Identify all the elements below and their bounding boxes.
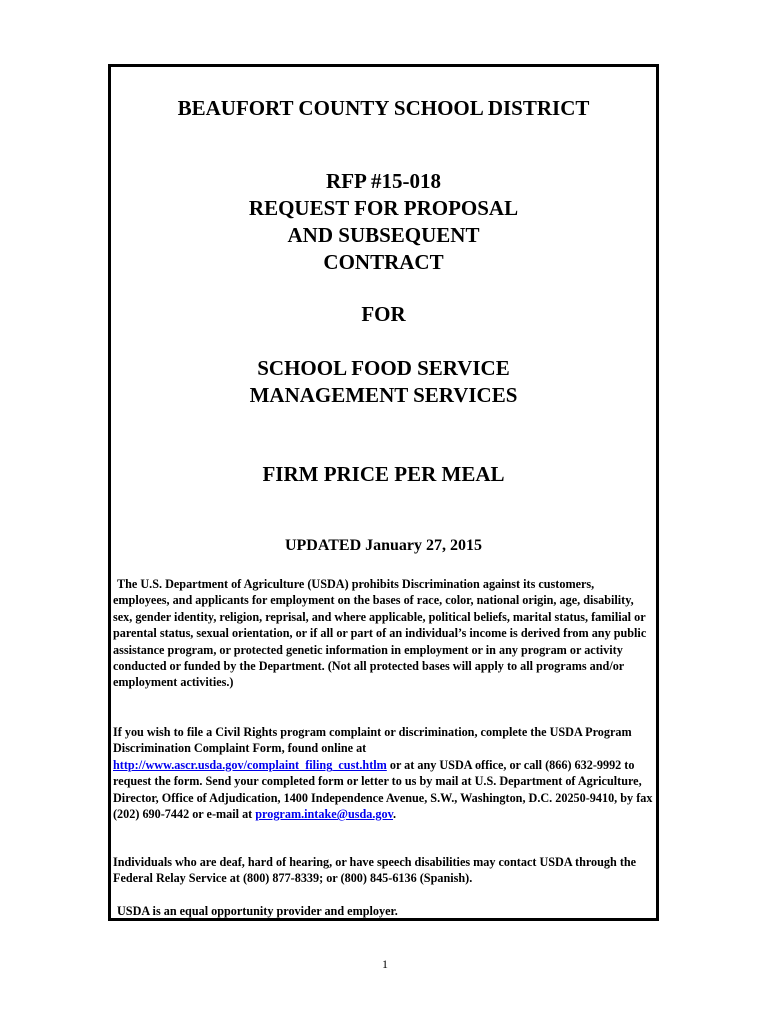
complaint-instructions [113, 724, 653, 822]
page-number: 1 [382, 957, 388, 971]
service-title-block [108, 355, 659, 409]
complaint-intro-text: If you wish to file a Civil Rights program complaint or discrimination, complete the USDA Program Discrimination Complaint Form, found online at [113, 725, 632, 756]
email-link[interactable]: program.intake@usda.gov [255, 807, 394, 822]
rfp-title-line: AND SUBSEQUENT [287, 223, 480, 247]
rfp-title-line: REQUEST FOR PROPOSAL [248, 196, 519, 220]
for-label: FOR [361, 302, 406, 326]
complaint-end-text: . [393, 807, 397, 822]
pricing-title: FIRM PRICE PER MEAL [262, 462, 505, 486]
updated-date: UPDATED January 27, 2015 [284, 537, 483, 554]
service-title-line: MANAGEMENT SERVICES [249, 383, 518, 407]
service-title-line: SCHOOL FOOD SERVICE [257, 356, 510, 380]
complaint-contact-text: or at any USDA office, or call (866) 632-9992 to request the form. Send your completed form or letter to us by mail at U.S. Department of Agriculture, Director, Office of Adjudication, 1400 Independence Avenue, S.W., Washington, D.C. 20250-9410, by fax (202) 690-7442 or e-mail at [113, 757, 653, 822]
rfp-title-block [108, 168, 659, 276]
equal-opportunity-text: USDA is an equal opportunity provider and employer. [117, 904, 398, 918]
nondiscrimination-statement: The U.S. Department of Agriculture (USDA) prohibits Discrimination against its customers, employees, and applicants for employment on the bases of race, color, national origin, age, disability, sex, gender identity, religion, reprisal, and where applicable, political beliefs, marital status, familial or parental status, sexual orientation, or if all or part of an individual’s income is derived from any public assistance program, or protected genetic information in employment or in any program or activity conducted or funded by the Department. (Not all protected bases will apply to all programs and/or employment activities.) [113, 577, 647, 690]
complaint-form-link[interactable]: http://www.ascr.usda.gov/complaint_filing_cust.htlm [113, 757, 387, 772]
district-title: BEAUFORT COUNTY SCHOOL DISTRICT [177, 96, 590, 120]
relay-service-text: Individuals who are deaf, hard of hearing, or have speech disabilities may contact USDA through the Federal Relay Service at (800) 877-8339; or (800) 845-6136 (Spanish). [113, 855, 637, 886]
rfp-title-line: CONTRACT [323, 250, 444, 274]
rfp-number: RFP #15-018 [326, 169, 441, 193]
